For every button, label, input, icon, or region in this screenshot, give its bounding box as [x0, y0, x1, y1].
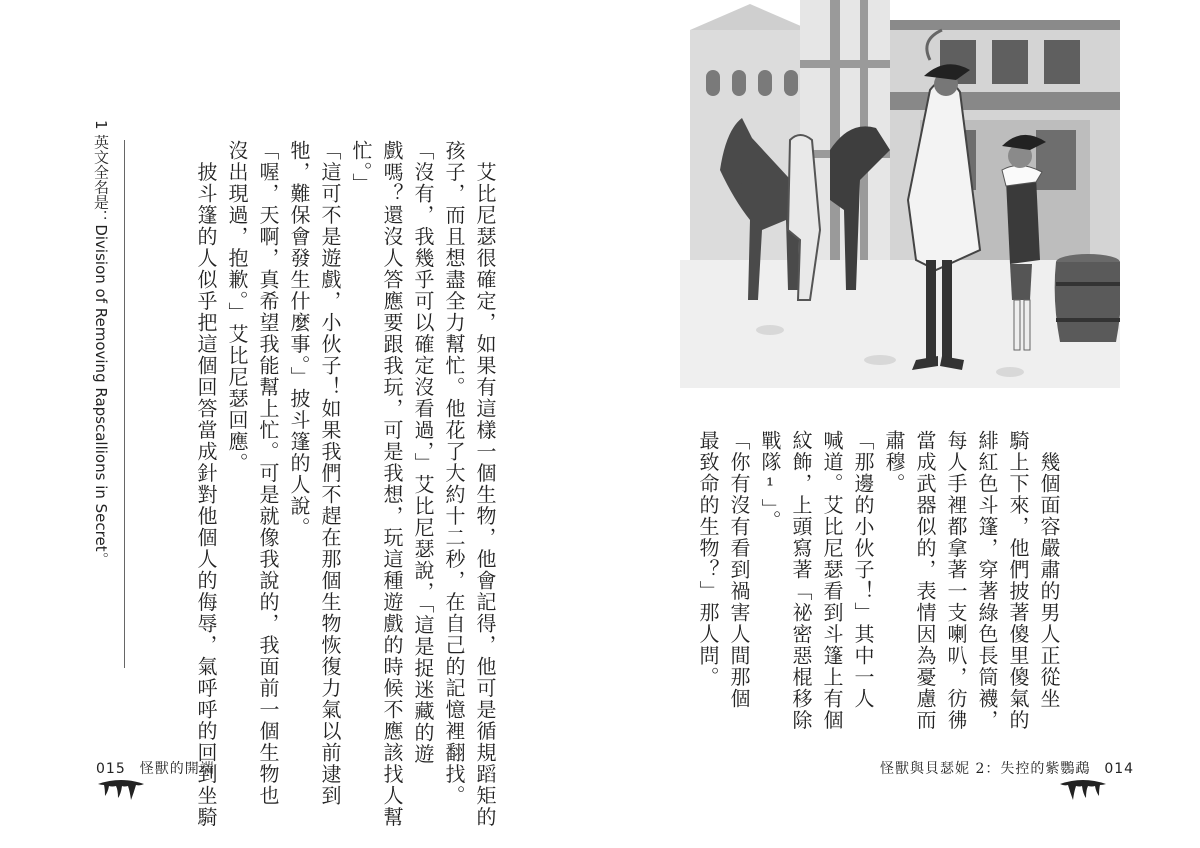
paragraph: 牠，難保會發生什麼事。」披斗篷的人說。 — [287, 140, 311, 539]
paragraph: 戲嗎？還沒人答應要跟我玩，可是我想，玩這種遊戲的時候不應該找人幫 — [380, 140, 404, 828]
paragraph: 沒出現過，抱歉。」艾比尼瑟回應。 — [225, 140, 249, 474]
paragraph: 紋飾，上頭寫著「祕密惡棍移除 — [789, 430, 813, 731]
paragraph: 「你有沒有看到禍害人間那個 — [727, 430, 751, 710]
right-page-body — [692, 430, 1064, 731]
page-number: 015 — [96, 761, 126, 777]
paragraph: 緋紅色斗篷，穿著綠色長筒襪， — [975, 430, 999, 731]
footnote-divider — [124, 140, 125, 668]
paragraph: 每人手裡都拿著一支喇叭，彷彿 — [944, 430, 968, 731]
left-page-footer — [96, 758, 229, 778]
paragraph: 艾比尼瑟很確定，如果有這樣一個生物，他會記得，他可是循規蹈矩的 — [473, 140, 497, 828]
paragraph: 幾個面容嚴肅的男人正從坐 — [1037, 430, 1061, 710]
paragraph: 「那邊的小伙子！」其中一人 — [851, 430, 875, 710]
right-page-footer — [866, 758, 1134, 778]
paragraph: 騎上下來，他們披著傻里傻氣的 — [1006, 430, 1030, 731]
footnote-label: 英文全名是： — [92, 134, 110, 225]
footnote-number: 1 — [92, 120, 110, 130]
paragraph: 「沒有，我幾乎可以確定沒看過，」艾比尼瑟說，「這是捉迷藏的遊 — [411, 140, 435, 765]
paragraph: 披斗篷的人似乎把這個回答當成針對他個人的侮辱，氣呼呼的回到坐騎 — [194, 140, 218, 828]
paragraph: 最致命的生物？」那人問。 — [696, 430, 720, 688]
paragraph: 「這可不是遊戲，小伙子！如果我們不趕在那個生物恢復力氣以前逮到 — [318, 140, 342, 807]
footnote-english: Division of Removing Rapscallions in Secret — [92, 224, 110, 552]
tentacle-ornament-icon — [96, 778, 146, 802]
paragraph: 肅穆。 — [882, 430, 906, 495]
left-page-body — [190, 140, 500, 828]
paragraph: 「喔，天啊，真希望我能幫上忙。可是就像我說的，我面前一個生物也 — [256, 140, 280, 807]
paragraph: 孩子，而且想盡全力幫忙。他花了大約十二秒，在自己的記憶裡翻找。 — [442, 140, 466, 807]
running-title: 怪獸與貝瑟妮 2：失控的紫鸚鵡 — [880, 761, 1091, 777]
paragraph: 忙。」 — [349, 140, 373, 195]
page-number: 014 — [1104, 761, 1135, 777]
street-scene-illustration — [680, 0, 1120, 388]
footnote-end: 。 — [92, 551, 110, 567]
running-title: 怪獸的開端 — [139, 761, 215, 777]
tentacle-ornament-icon — [1058, 778, 1108, 802]
paragraph: 當成武器似的，表情因為憂慮而 — [913, 430, 937, 731]
footnote — [90, 120, 112, 680]
paragraph: 戰隊¹」。 — [758, 430, 782, 532]
paragraph: 喊道。艾比尼瑟看到斗篷上有個 — [820, 430, 844, 731]
